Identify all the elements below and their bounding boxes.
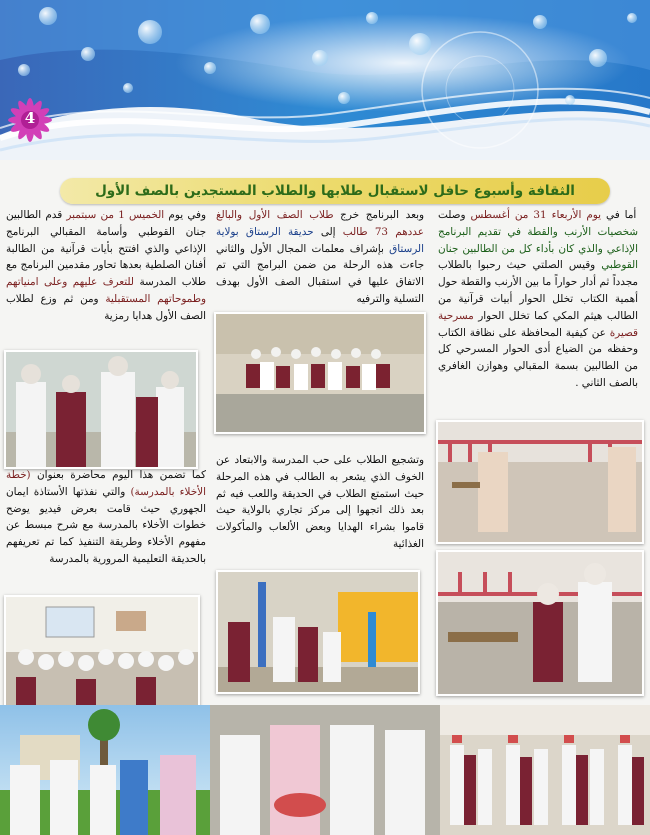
left-p2-highlight: (خطة الأخلاء بالمدرسة) [6,469,206,498]
left-column-text-bottom [6,467,206,568]
right-p3: والذي كان بأداء كل من الطالبين جنان القوطبي [438,242,638,272]
middle-p1: وبعد البرنامج خرج [333,209,424,221]
photo-students-stage-play [436,420,644,544]
middle-p4: وتشجيع الطلاب على حب المدرسة والابتعاد عن الخوف الذي يشعر به الطالب في هذه المرحلة حيث استمتع الطلاب في الحديقة واللعب فيه ثم بعد ذلك اتجهوا إلى مركز تجاري بالولاية حيث قاموا بشراء الهدايا وبعض الألعاب والمأكولات الغذائية [216,454,424,550]
middle-column-text-top [216,207,424,308]
photo-evacuation-lecture [4,595,200,709]
right-p2: شخصيات الأرنب والقطة في تقديم البرنامج الإذاعي [438,225,638,255]
page-number: 4 [24,109,36,127]
header-banner [0,0,650,160]
article-title-bar [60,178,610,204]
article-title: الثقافة وأسبوع حافل لاستقبال طلابها والطلاب المستجدين بالصف الأول [95,183,575,199]
left-column-text-top [6,207,206,325]
right-date: يوم الأربعاء 31 من أغسطس [465,209,602,221]
left-date: الخميس 1 من سبتمبر [62,209,165,221]
left-p2: كما تضمن هذا اليوم محاضرة بعنوان [30,469,206,481]
left-p3: والتي نفذتها الأستاذة ايمان الجهوري حيث قامت بعرض فيديو يوضح خطوات الأخلاء بالمدرسة مع شرح مبسط عن مفهوم الأخلاء وطريقة التنفيذ كما تم تعريفهم بالحديقة التعليمية المرورية بالمدرسة [6,485,206,565]
right-column-text [438,207,638,392]
right-p1b: وصلت [438,209,466,221]
left-p1: وفي يوم [164,209,206,221]
right-p4: وقيس الصلتي حيث رحبوا بالطلاب مجدداً ثم أدار حواراً ما بين الأرنب والقطة حول أهمية الكتاب تخلل الحوار أبيات قرآنية من الطالب هيثم المكي كما تخلل الحوار [438,259,638,322]
right-p1: أما في [601,209,637,221]
middle-p1-highlight: طلاب الصف الأول والبالغ عددهم 73 طالب [216,209,424,238]
photo-strip-bottom [0,705,650,835]
photo-students-reading-play [436,550,644,696]
photo-students-park-playground [216,570,420,694]
right-p4-highlight: مسرحية قصيرة [438,309,638,339]
left-p1c: ومن ثم وزع لطلاب الصف الأول هدايا رمزية [6,292,206,322]
left-p1-highlight: للتعرف عليهم وعلى امنياتهم وطموحاتهم المستقبلية [6,276,206,305]
left-p1b: قدم الطالبين جنان القوطبي وأسامة المقبالي البرنامج الإذاعي والذي افتتح بأيات قرآنية من الطالبة أفنان الصلطية بعدها تحاور مقدمين البرنامج مع طلاب المدرسة [6,209,207,289]
middle-p3: بإشراف معلمات المجال الأول والثاني جاءت هذه الرحلة من ضمن البرامج التي تم الاتفاق عليها في استقبال الصف الأول بهدف التسلية والترفيه [216,242,424,305]
middle-p2-highlight: حديقة الرستاق بولاية الرستاق [216,225,424,255]
right-p5: عن كيفية المحافظة على نظافة الكتاب وحفظه من الضياع أدى الحوار المسرحي كل من الطالبين بسمة المقبالي وهوازن الغافري بالصف الثاني . [438,326,638,389]
photo-students-group-hall [214,312,426,434]
photo-students-radio-program [4,350,198,469]
middle-column-text-bottom [216,452,424,553]
middle-p2: إلى [313,225,336,238]
